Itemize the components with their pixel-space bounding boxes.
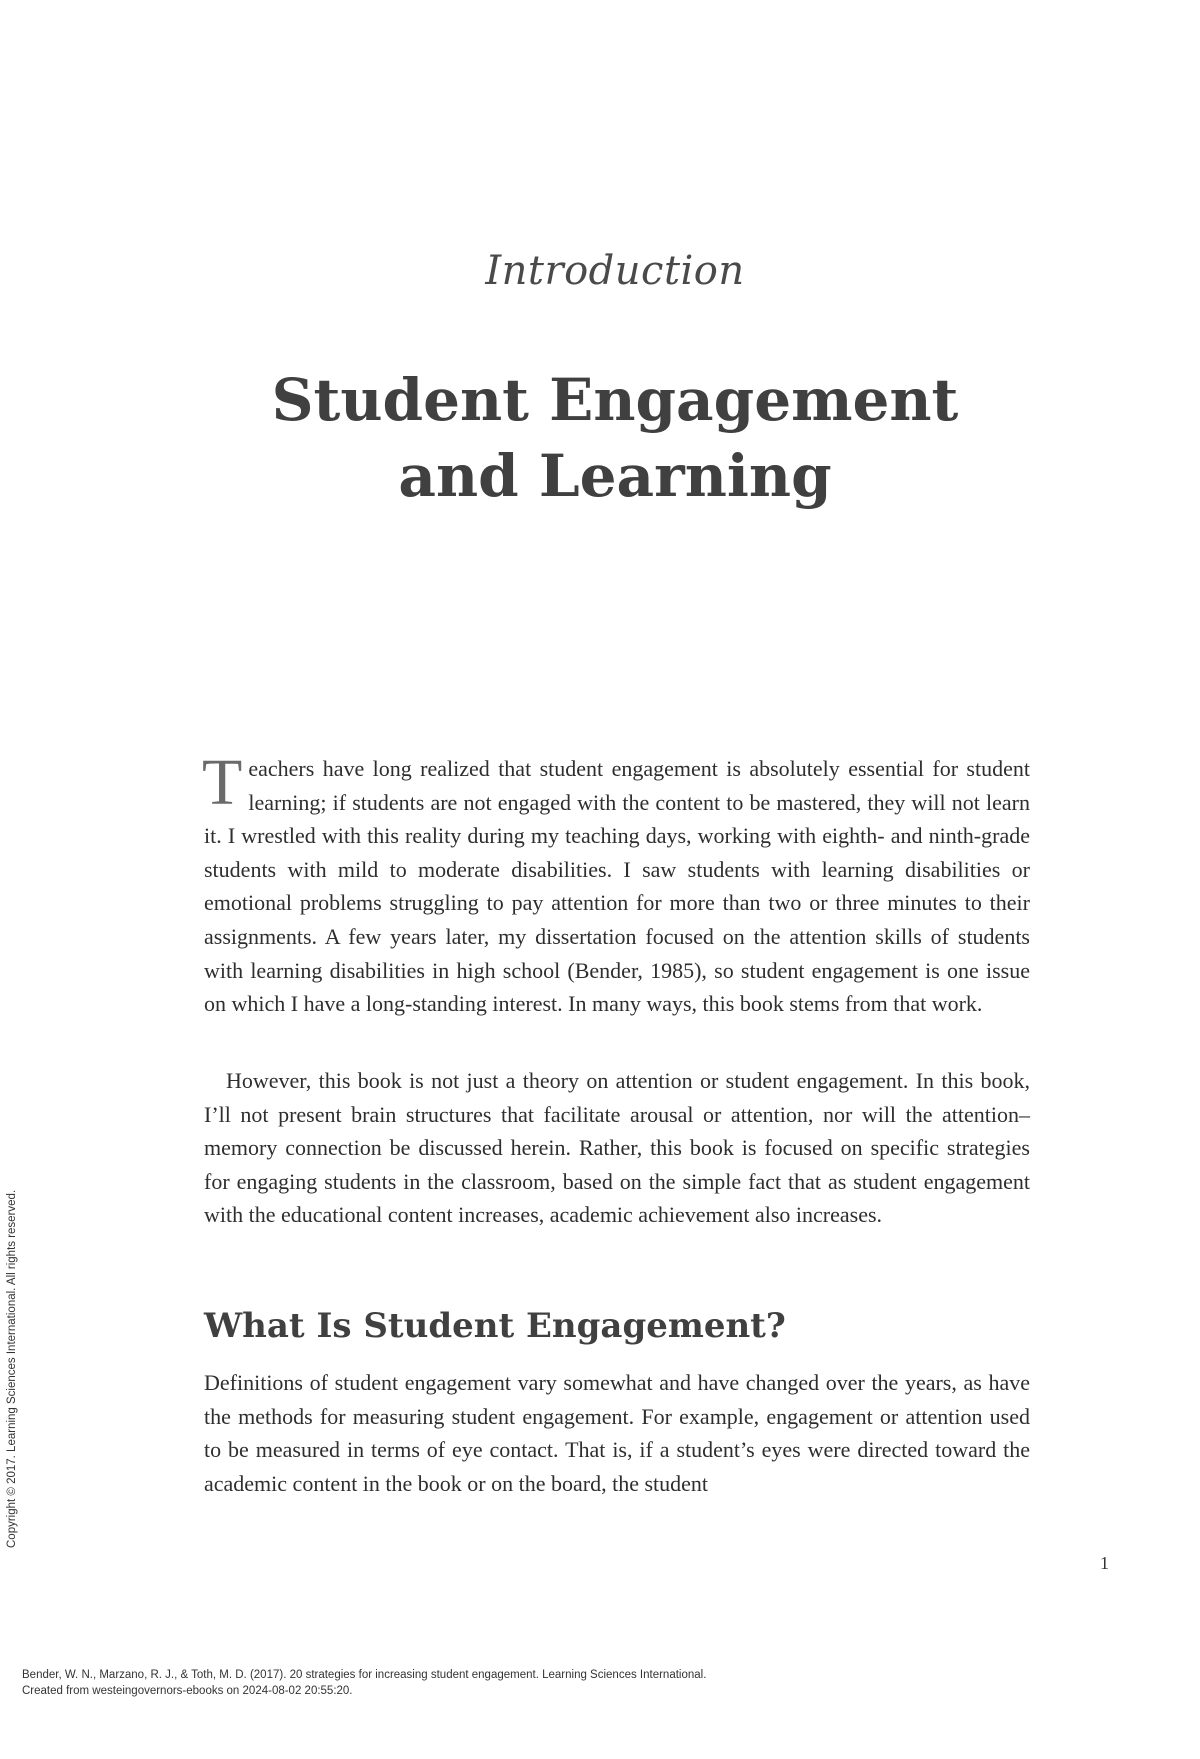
- chapter-title: [0, 362, 1200, 514]
- chapter-title-line-1: Student Engagement: [271, 366, 959, 434]
- citation-line-2: Created from westeingovernors-ebooks on 2024-08-02 20:55:20.: [22, 1685, 353, 1697]
- chapter-title-line-2: and Learning: [398, 442, 832, 510]
- section-paragraph-1: Definitions of student engagement vary somewhat and have changed over the years, as have the methods for measuring student engagement. For example, engagement or attention used to be measured in terms of eye contact. That is, if a student’s eyes were directed toward the academic content in the book or on the board, the student: [204, 1370, 1030, 1496]
- page-number: 1: [1100, 1553, 1109, 1573]
- drop-cap: T: [202, 746, 243, 819]
- citation-line-1: Bender, W. N., Marzano, R. J., & Toth, M. D. (2017). 20 strategies for increasing student engagement. Learning Sciences International.: [22, 1669, 707, 1681]
- section-heading: What Is Student Engagement?: [204, 1306, 786, 1346]
- intro-paragraph-2: However, this book is not just a theory on attention or student engagement. In this book, I’ll not present brain structures that facilitate arousal or attention, nor will the attention–memory connection be discussed herein. Rather, this book is focused on specific strategies for engaging students in the classroom, based on the simple fact that as student engagement with the educational content increases, academic achievement also increases.: [204, 1068, 1030, 1228]
- intro-paragraph-1-text: eachers have long realized that student engagement is absolutely essential for student learning; if students are not engaged with the content to be mastered, they will not learn it. I wrestled with this reality during my teaching days, working with eighth- and ninth-grade students with mild to moderate disabilities. I saw students with learning disabilities or emotional problems struggling to pay attention for more than two or three minutes to their assignments. A few years later, my dissertation focused on the attention skills of students with learning disabilities in high school (Bender, 1985), so student engagement is one issue on which I have a long-standing interest. In many ways, this book stems from that work.: [204, 756, 1030, 1017]
- citation-footer: [22, 1667, 706, 1699]
- side-copyright-notice: Copyright © 2017. Learning Sciences International. All rights reserved.: [6, 1189, 18, 1548]
- intro-paragraph-1: [202, 746, 1030, 1021]
- chapter-label: Introduction: [485, 248, 745, 294]
